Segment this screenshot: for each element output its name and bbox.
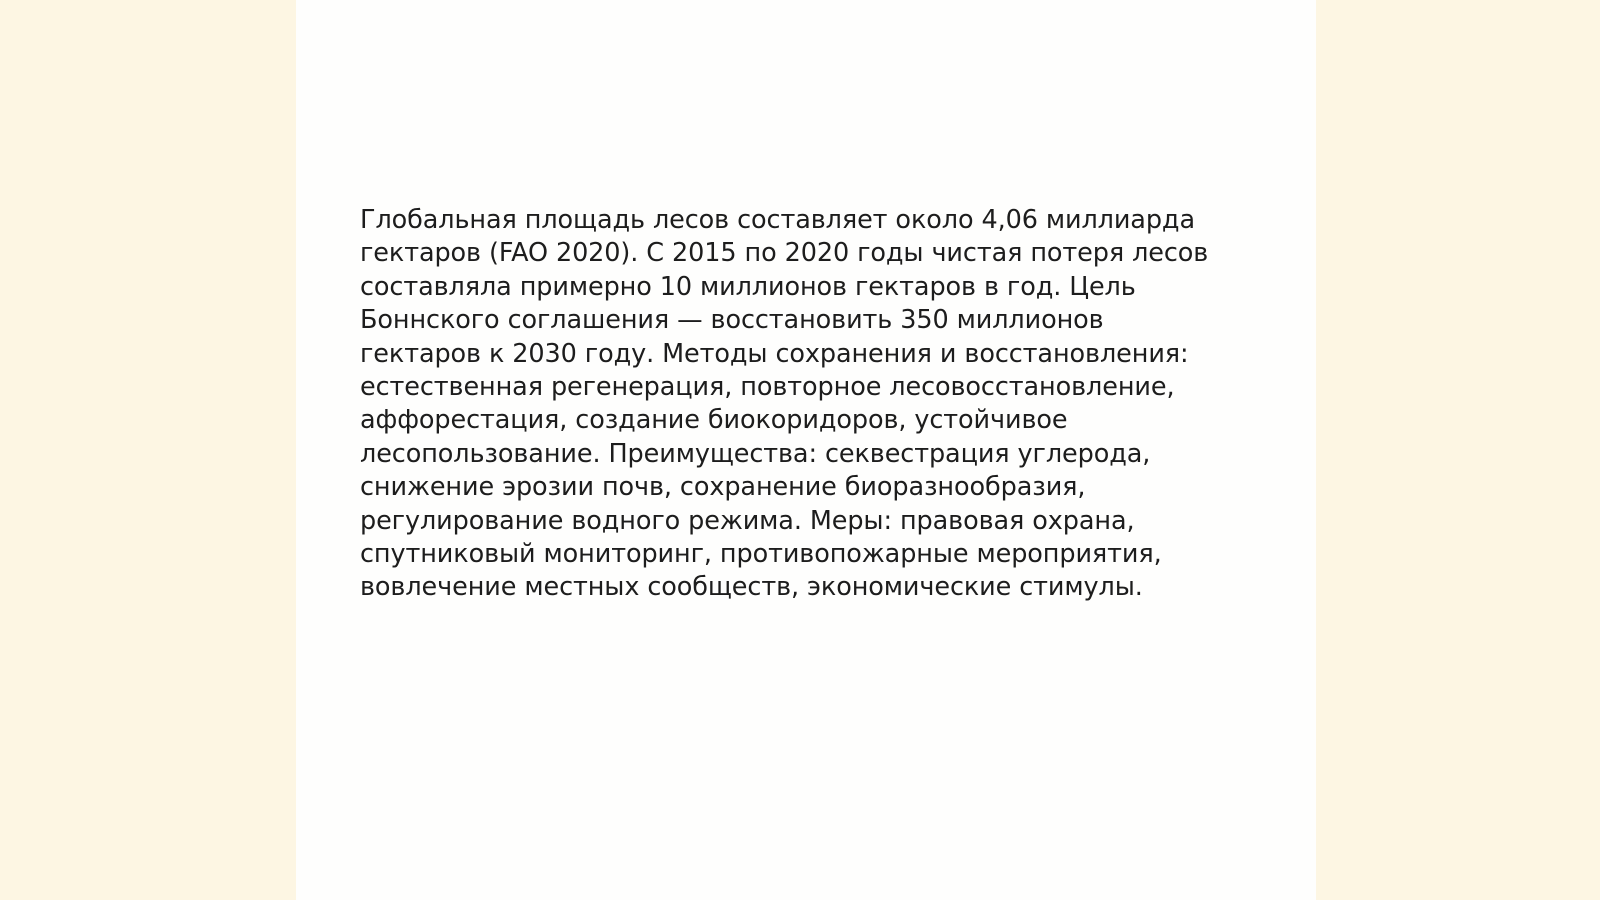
document-page bbox=[296, 0, 1316, 900]
paragraph-line: составляла примерно 10 миллионов гектаров в год. Цель bbox=[360, 271, 1136, 302]
paragraph-line: лесопользование. Преимущества: секвестрация углерода, bbox=[360, 438, 1151, 469]
paragraph-line: регулирование водного режима. Меры: правовая охрана, bbox=[360, 505, 1135, 536]
paragraph-line: естественная регенерация, повторное лесовосстановление, bbox=[360, 372, 1175, 403]
paragraph-line: Глобальная площадь лесов составляет около 4,06 миллиарда bbox=[360, 205, 1195, 235]
body-paragraph bbox=[360, 204, 1240, 605]
paragraph-line: вовлечение местных сообществ, экономические стимулы. bbox=[360, 572, 1143, 603]
paragraph-line: гектаров к 2030 году. Методы сохранения и восстановления: bbox=[360, 338, 1189, 369]
paragraph-line: аффорестация, создание биокоридоров, устойчивое bbox=[360, 405, 1068, 436]
paragraph-line: Боннского соглашения — восстановить 350 миллионов bbox=[360, 305, 1104, 336]
paragraph-line: снижение эрозии почв, сохранение биоразнообразия, bbox=[360, 472, 1086, 503]
paragraph-line: спутниковый мониторинг, противопожарные мероприятия, bbox=[360, 539, 1162, 570]
paragraph-line: гектаров (FAO 2020). С 2015 по 2020 годы чистая потеря лесов bbox=[360, 238, 1209, 269]
